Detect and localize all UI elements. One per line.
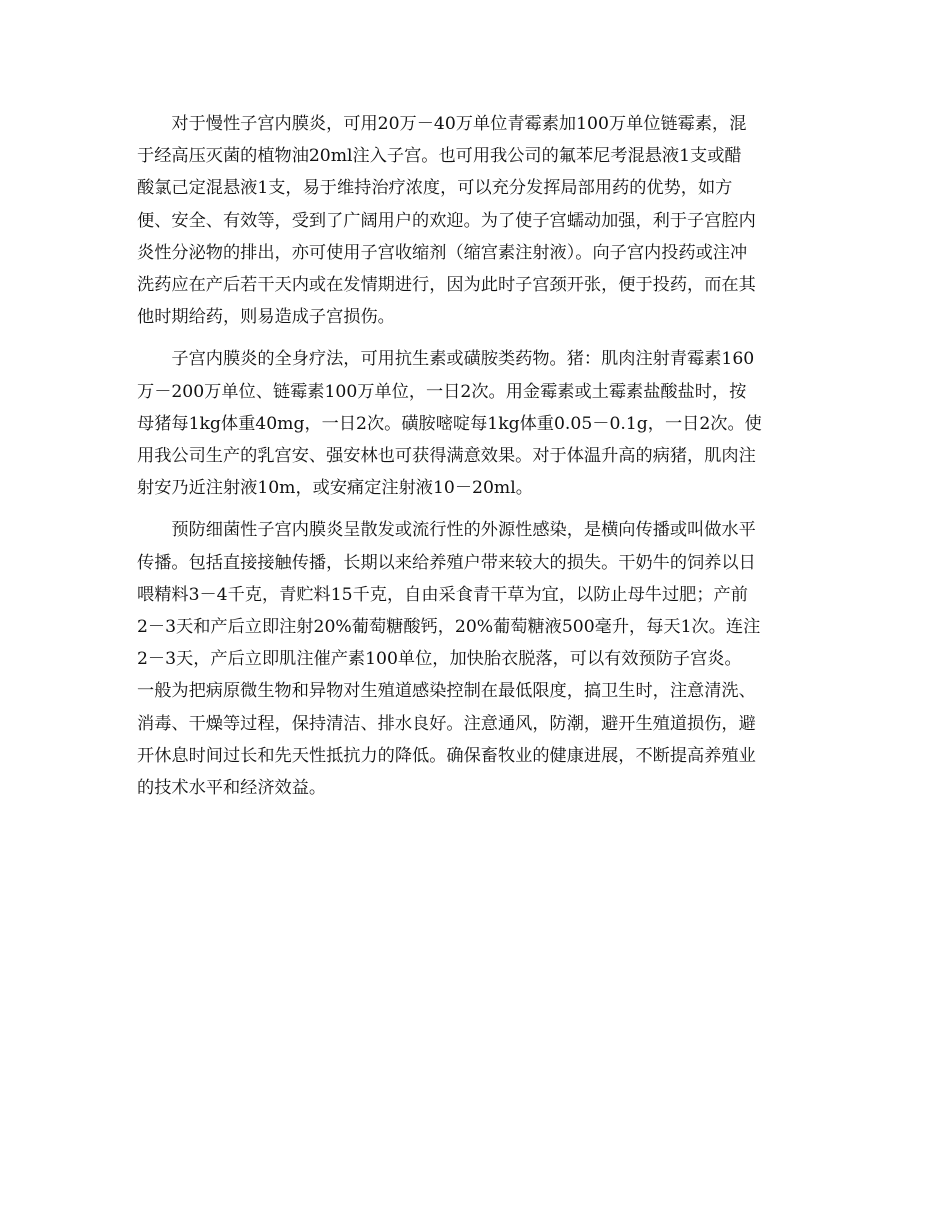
paragraph-chronic-endometritis-treatment: 对于慢性子宫内膜炎，可用20万－40万单位青霉素加100万单位链霉素，混 于经高压灭菌的植物油20ml注入子宫。也可用我公司的氟苯尼考混悬液1支或醋 酸氯己定混悬液1支，易于维持治疗浓度，可以充分发挥局部用药的优势，如方 便、安全、有效等，受到了广阔用户的欢迎。为了使子宫蠕动加强，利于子宫腔内 炎性分泌物的排出，亦可使用子宫收缩剂（缩宫素注射液）。向子宫内投药或注冲 洗药应在产后若干天内或在发情期进行，因为此时子宫颈开张，便于投药，而在其 他时期给药，则易造成子宫损伤。 bbox=[137, 114, 756, 328]
document-body bbox=[137, 108, 813, 814]
paragraph-systemic-therapy: 子宫内膜炎的全身疗法，可用抗生素或磺胺类药物。猪：肌肉注射青霉素160 万－200万单位、链霉素100万单位，一日2次。用金霉素或土霉素盐酸盐时，按 母猪每1kg体重40mg，一日2次。磺胺嘧啶每1kg体重0.05－0.1g，一日2次。使 用我公司生产的乳宫安、强安林也可获得满意效果。对于体温升高的病猪，肌肉注 射安乃近注射液10m，或安痛定注射液10－20ml。 bbox=[137, 349, 762, 499]
paragraph-prevention: 预防细菌性子宫内膜炎呈散发或流行性的外源性感染，是横向传播或叫做水平 传播。包括直接接触传播，长期以来给养殖户带来较大的损失。干奶牛的饲养以日 喂精料3－4千克，青贮料15千克，自由采食青干草为宜，以防止母牛过肥；产前 2－3天和产后立即注射20%葡萄糖酸钙，20%葡萄糖液500毫升，每天1次。连注 2－3天，产后立即肌注催产素100单位，加快胎衣脱落，可以有效预防子宫炎。 一般为把病原微生物和异物对生殖道感染控制在最低限度，搞卫生时，注意清洗、 消毒、干燥等过程，保持清洁、排水良好。注意通风，防潮，避开生殖道损伤，避 开休息时间过长和先天性抵抗力的降低。确保畜牧业的健康进展，不断提高养殖业 的技术水平和经济效益。 bbox=[137, 520, 761, 799]
